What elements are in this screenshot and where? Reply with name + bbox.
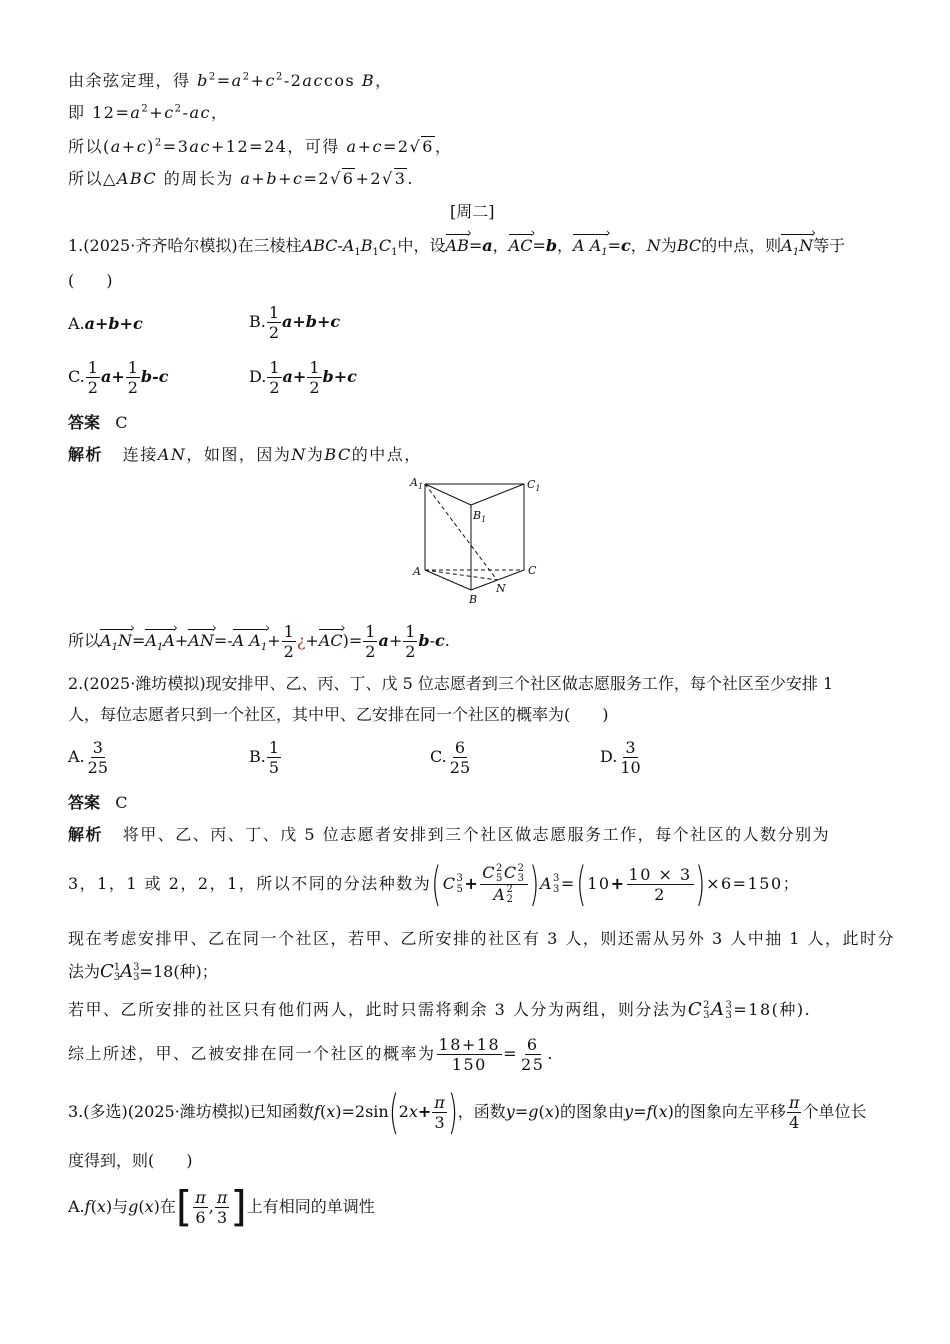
vector-a1a: $A_1A$ ›: [145, 631, 175, 651]
fraction: $\frac{18+18}{150}$: [438, 1035, 501, 1074]
q1-option-b: B. $\frac{1}{2}$ a+b+c: [249, 303, 341, 342]
fraction: $\frac{1}{2}$: [365, 622, 376, 661]
label-a: A: [413, 565, 421, 578]
fraction: $\frac{6}{25}$: [449, 738, 471, 777]
q1-stem: 1.(2025·齐齐哈尔模拟)在三棱柱ABC-$A_1B_1C_1$中，设AB ›=a，AC ›=b，A $A_1$ ›=c，N为BC的中点，则$A_1N$ ›等于: [68, 236, 845, 256]
q1-answer: 答案 C: [68, 413, 128, 432]
vector-a1n: $A_1N$ ›: [100, 631, 132, 651]
vector-aa1: A $A_1$ ›: [233, 631, 268, 651]
perimeter-line: 所以△ABC 的周长为 a+b+c=2√6+2√3.: [68, 169, 415, 188]
q2-stem-line1: 2.(2025·潍坊模拟)现安排甲、乙、丙、丁、戊 5 位志愿者到三个社区做志愿服务工作，每个社区至少安排 1: [68, 674, 834, 693]
q2-analysis-line1: 解析 将甲、乙、丙、丁、戊 5 位志愿者安排到三个社区做志愿服务工作，每个社区的人数分别为: [68, 825, 831, 844]
edge-b1c1: [471, 484, 524, 505]
label-a1: $A_1$: [410, 476, 424, 491]
vector-ac: AC ›: [509, 236, 533, 256]
q2-answer: 答案 C: [68, 793, 128, 812]
equation-line: 即 $12=a^2+c^2-ac$，: [68, 103, 229, 122]
fraction: $\frac{1}{2}$: [309, 358, 320, 397]
q1-conclusion: 所以$A_1N$ $›=A_1A$ ›+AN ›=-A $A_1$ ›+ $\frac{1}{2}$ ¿+AC ›)= $\frac{1}{2}$ a+ $\frac{1}{2}$ b-c.: [68, 622, 450, 661]
fraction: $\frac{1}{2}$: [127, 358, 138, 397]
radical-sign: √: [409, 137, 422, 156]
fraction: $\frac{1}{2}$: [405, 622, 416, 661]
vector-a1n: $A_1N$ ›: [781, 236, 813, 256]
q2-option-a: A. $\frac{3}{25}$: [68, 738, 108, 777]
label-c1: $C_1$: [527, 478, 541, 493]
vector-an: AN ›: [188, 631, 214, 651]
label-b1: $B_1$: [473, 509, 487, 524]
q3-stem-line2: 度得到，则( ): [68, 1151, 193, 1170]
q2-option-d: D. $\frac{3}{10}$: [600, 738, 641, 777]
q2-analysis-line4: 法为C 1 3 A 3 3 =18(种)；: [68, 961, 218, 983]
vector-ac: AC ›: [319, 631, 343, 651]
fraction: $\frac{1}{2}$: [87, 358, 98, 397]
fraction: $\frac{1}{2}$: [269, 358, 280, 397]
q2-analysis-line5: 若甲、乙所安排的社区只有他们两人，此时只需将剩余 3 人分为两组，则分法为C 2 3 A 3 3 =18(种).: [68, 999, 812, 1021]
q1-option-a: A.a+b+c: [68, 314, 143, 333]
fraction: $\frac{\pi}{3}$: [434, 1092, 445, 1132]
label-b: B: [469, 593, 478, 606]
radical-sign: √: [330, 169, 342, 188]
fraction: C 2 5 C 2 3 A 2 2: [482, 862, 526, 905]
label-c: C: [528, 564, 537, 577]
cosine-law-line: 由余弦定理，得 $b^2=a^2+c^2-2accos$ B，: [68, 71, 393, 90]
section-title: [周二]: [450, 202, 495, 221]
fraction: $\frac{\pi}{6}$: [195, 1187, 206, 1227]
fraction: $\frac{\pi}{3}$: [216, 1187, 228, 1227]
q1-option-d: D. $\frac{1}{2}$ a+ $\frac{1}{2}$ b+c: [249, 358, 357, 397]
fraction: $\frac{1}{2}$: [283, 622, 294, 661]
q1-option-c: C. $\frac{1}{2}$ a+ $\frac{1}{2}$ b-c: [68, 358, 169, 397]
prism-figure: [405, 472, 555, 612]
fraction: $\frac{3}{10}$: [620, 738, 641, 777]
q2-analysis-line2: 3，1，1 或 2，2，1，所以不同的分法种数为 ( C 3 5 + C 2 5 C 2 3 A 2 2 ) A 3 3 = ( 10 + $\frac{10 \times 3}{2}$ ) ×6=150；: [68, 857, 801, 911]
q2-analysis-line3: 现在考虑安排甲、乙在同一个社区，若甲、乙所安排的社区有 3 人，则还需从另外 3 人中抽 1 人，此时分: [68, 929, 896, 948]
fraction: $\frac{1}{2}$: [268, 303, 280, 342]
fraction: $\frac{1}{5}$: [268, 738, 280, 777]
fraction: $\frac{3}{25}$: [87, 738, 108, 777]
label-n: N: [496, 582, 506, 595]
fraction: $\frac{6}{25}$: [521, 1035, 545, 1074]
q2-option-b: B. $\frac{1}{5}$: [249, 738, 280, 777]
sum-line: 所以$(a+c)^2=3ac+12=24$，可得 a+c=2√6，: [68, 137, 453, 156]
edge-a1b1: [425, 484, 471, 505]
segment-a1n: [425, 484, 497, 580]
radical-sign: √: [382, 169, 394, 188]
vector-aa1: A $A_1$ ›: [573, 236, 608, 256]
q2-stem-line2: 人，每位志愿者只到一个社区，其中甲、乙安排在同一个社区的概率为( ): [68, 705, 609, 724]
vector-ab: AB ›: [446, 236, 469, 256]
fraction: $\frac{10 \times 3}{2}$: [628, 864, 692, 904]
q3-stem-line1: 3.(多选)(2025·潍坊模拟)已知函数 f ( x )=2sin ( 2 x + $\frac{\pi}{3}$ ) ，函数 y = g ( x )的图象由 y = f ( x )的图象向左平移 $\frac{\pi}{4}$ 个单位长: [68, 1085, 867, 1139]
q2-option-c: C. $\frac{6}{25}$: [430, 738, 471, 777]
q2-analysis-line6: 综上所述，甲、乙被安排在同一个社区的概率为 $\frac{18+18}{150}$ = $\frac{6}{25}$ .: [68, 1035, 554, 1074]
fraction: $\frac{\pi}{4}$: [788, 1092, 800, 1132]
q1-analysis: 解析 连接AN，如图，因为N为BC的中点，: [68, 445, 422, 464]
q3-option-a: A. f ( x )与 g ( x )在 [ $\frac{\pi}{6}$ , $\frac{\pi}{3}$ ] 上有相同的单调性: [68, 1182, 375, 1231]
q1-paren: ( ): [68, 271, 113, 290]
